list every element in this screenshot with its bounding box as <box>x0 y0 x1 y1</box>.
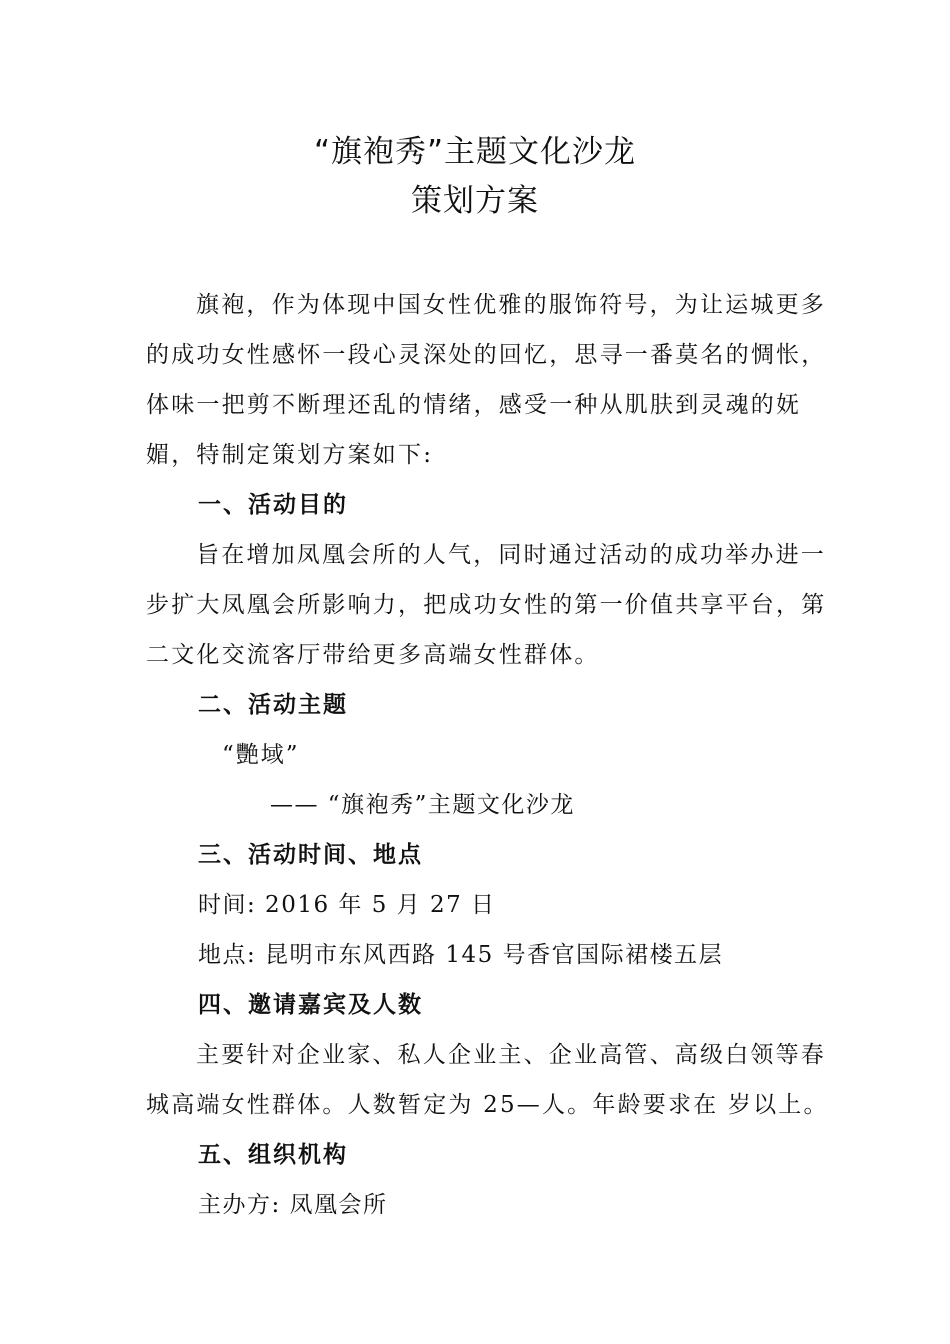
section-5-heading: 五、组织机构 <box>198 1141 348 1168</box>
section-3-heading: 三、活动时间、地点 <box>198 841 423 868</box>
section-1-heading: 一、活动目的 <box>198 491 348 518</box>
theme-subtitle: —— “旗袍秀”主题文化沙龙 <box>270 792 575 818</box>
title-line-2: 策划方案 <box>411 183 539 219</box>
event-place: 地点: 昆明市东风西路 145 号香官国际裙楼五层 <box>198 942 724 968</box>
section-4-heading: 四、邀请嘉宾及人数 <box>198 991 423 1018</box>
organizer-line: 主办方: 凤凰会所 <box>198 1192 388 1218</box>
event-time: 时间: 2016 年 5 月 27 日 <box>198 892 496 918</box>
document-body <box>146 280 836 1230</box>
section-4-text: 主要针对企业家、私人企业主、企业高管、高级白领等春城高端女性群体。人数暂定为 25—人。年龄要求在 岁以上。 <box>146 1042 829 1118</box>
section-1-text: 旨在增加凤凰会所的人气，同时通过活动的成功举办进一步扩大凤凰会所影响力，把成功女性的第一价值共享平台，第二文化交流客厅带给更多高端女性群体。 <box>146 542 827 668</box>
section-2-heading: 二、活动主题 <box>198 691 348 718</box>
theme-name: “艷域” <box>222 742 300 768</box>
document-title <box>0 128 950 226</box>
title-line-1: “旗袍秀”主题文化沙龙 <box>313 134 637 170</box>
intro-paragraph: 旗袍，作为体现中国女性优雅的服饰符号，为让运城更多的成功女性感怀一段心灵深处的回忆，思寻一番莫名的惆怅，体味一把剪不断理还乱的情绪，感受一种从肌肤到灵魂的妩媚，特制定策划方案如下: <box>146 292 827 468</box>
